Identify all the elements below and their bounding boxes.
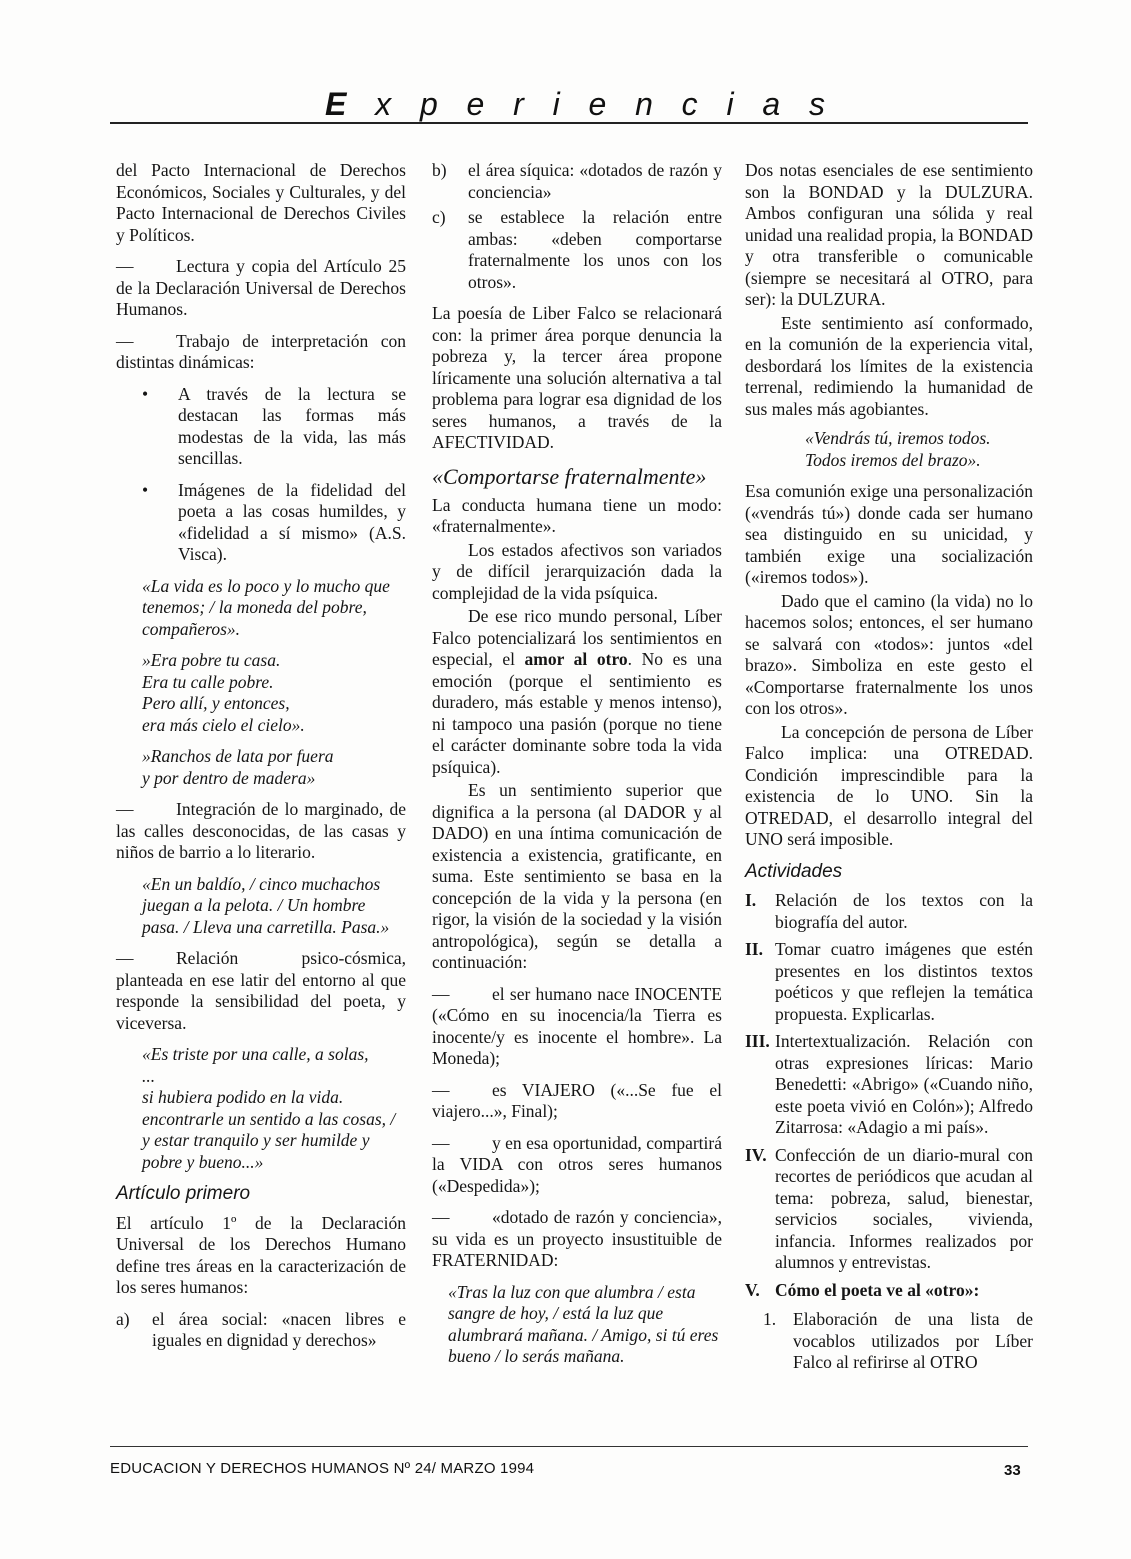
activity-text: Relación de los textos con la biografía del autor. [775,890,1033,932]
list-item [432,207,722,293]
list-item [432,160,722,203]
header-rule [110,122,1028,124]
dash-mark: — [116,330,134,351]
dash-item [432,984,722,1070]
paragraph: Los estados afectivos son variados y de difícil jerarquización dada la complejidad de la vida psíquica. [432,539,722,603]
dash-mark: — [432,1207,450,1227]
section-heading: Actividades [745,860,843,882]
activity-key: III. [745,1031,770,1051]
dash-text: Lectura y copia del Artículo 25 de la Declaración Universal de Derechos Humanos. [116,256,406,319]
sub-activity-item [745,1309,1033,1374]
paragraph: del Pacto Internacional de Derechos Económicos, Sociales y Culturales, y del Pacto Internacional de Derechos Civiles y Políticos. [116,160,406,245]
dash-item [116,256,406,321]
activity-item [745,939,1033,1025]
verse-quote [116,1044,406,1173]
paragraph: Es un sentimiento superior que dignifica a la persona (al DADOR y al DADO) en una íntima comunicación de existencia a existencia, gratificante, en suma. Este sentimiento se basa en la concepción de la vida y la persona (en rigor, la visión de la sociedad y la visión antropológica), según se detalla a continuación: [432,780,722,972]
activity-key: IV. [745,1144,767,1165]
activity-item [745,890,1033,933]
footer-rule [110,1446,1028,1447]
header-letter: e [588,86,607,122]
dash-mark: — [432,983,450,1004]
verse-text: «Vendrás tú, iremos todos. Todos iremos del brazo». [805,428,991,470]
dash-item [432,1207,722,1272]
activity-text: Cómo el poeta ve al «otro»: [775,1279,980,1300]
dash-text: y en esa oportunidad, compartirá la VIDA con otros seres humanos («Despedida»); [432,1132,722,1196]
list-key: b) [432,160,447,180]
paragraph: La concepción de persona de Líber Falco implica: una OTREDAD. Condición imprescindible para la existencia de lo UNO. Sin la OTREDAD, el desarrollo integral del UNO será imposible. [745,721,1033,849]
activity-text: Intertextualización. Relación con otras expresiones líricas: Mario Benedetti: «Abrigo» («Cuando niño, este poeta vivió en Colón»); Alfredo Zitarrosa: «Adagio a mi país». [775,1031,1033,1137]
list-text: el área síquica: «dotados de razón y conciencia» [468,160,722,202]
activity-item [745,1145,1033,1274]
verse-text: «La vida es lo poco y lo mucho que tenemos; / la moneda del pobre, compañeros». [142,575,390,639]
dash-mark: — [432,1132,450,1153]
dash-text: «dotado de razón y conciencia», su vida es un proyecto insustituible de FRATERNIDAD: [432,1207,722,1270]
header-letter: e [466,86,485,122]
activity-text: Confección de un diario-mural con recortes de periódicos que acudan al tema: pobreza, salud, bienestar, servicios sociales, vivienda, infancia. Informes realizados por alumnos y entrevistas. [775,1144,1033,1272]
text-run: . No es una emoción (porque el sentimiento es duradero, más estable y menos intenso), ni tampoco una pasión (porque no tiene el carácter dominante sobre toda la vida psíquica). [432,649,723,777]
paragraph [432,606,722,778]
header-letter: c [681,86,698,122]
dash-text: Trabajo de interpretación con distintas dinámicas: [116,330,406,372]
paragraph: El artículo 1º de la Declaración Universal de los Derechos Humano define tres áreas en la caracterización de los seres humanos: [116,1212,406,1297]
activity-item [745,1031,1033,1139]
verse-quote [432,1282,722,1368]
list-key: a) [116,1308,130,1329]
subheading: «Comportarse fraternalmente» [432,463,707,489]
bullet-item: • A través de la lectura se destacan las formas más modestas de la vida, las más sencillas. [116,384,406,470]
verse-text: «Tras la luz con que alumbra / esta sangre de hoy, / está la luz que alumbrará mañana. / Amigo, si tú eres bueno / lo serás mañana. [448,1281,719,1366]
verse-text: «En un baldío, / cinco muchachos juegan a la pelota. / Un hombre pasa. / Lleva una carretilla. Pasa.» [142,873,390,937]
section-header [325,83,825,123]
dash-text: Relación psico-cósmica, planteada en ese latir del entorno al que responde la sensibilidad del poeta, y viceversa. [116,948,406,1033]
activity-key: II. [745,939,763,959]
dash-mark: — [116,948,134,968]
dash-item [432,1080,722,1123]
header-letter: i [726,86,734,122]
paragraph: Este sentimiento así conformado, en la comunión de la experiencia vital, desbordará los límites de la existencia terrenal, redimiendo la humanidad de sus males más agobiantes. [745,312,1033,419]
list-text: el área social: «nacen libres e iguales en dignidad y derechos» [152,1308,406,1350]
header-letter: s [808,86,825,122]
activity-text: Tomar cuatro imágenes que estén presentes en los distintos textos poéticos y que reflejen la temática propuesta. Explicarlas. [775,939,1033,1024]
dash-mark: — [116,799,134,819]
header-letter: n [635,86,653,122]
verse-quote [116,746,406,789]
column-1 [116,160,406,1356]
dash-item [116,331,406,374]
bold-text: amor al otro [524,649,628,669]
verse-quote [745,428,1033,471]
verse-quote [116,576,406,641]
verse-quote [116,874,406,939]
list-text: se establece la relación entre ambas: «deben comportarse fraternalmente los unos con los otros». [468,207,722,292]
verse-quote [116,650,406,736]
verse-text: »Era pobre tu casa. Era tu calle pobre. Pero allí, y entonces, era más cielo el cielo». [142,650,305,735]
activity-key: I. [745,890,757,910]
header-letter: a [762,86,781,122]
activity-item [745,1280,1033,1302]
bullet-item: • Imágenes de la fidelidad del poeta a las cosas humildes, y «fidelidad a sí mismo» (A.S. Visca). [116,480,406,566]
paragraph: La poesía de Liber Falco se relacionará con: la primer área porque denuncia la pobreza y, la tercer área propone líricamente una solución alternativa a tal problema para lograr esa dignidad de los seres humanos, a través de la AFECTIVIDAD. [432,303,722,452]
text-run: De ese rico mundo personal, Líber Falco potencializará los sentimientos en especial, el [432,606,722,669]
dash-text: Integración de lo marginado, de las calles desconocidas, de las casas y niños de barrio a lo literario. [116,799,406,862]
list-item [116,1309,406,1352]
header-letter: i [552,86,560,122]
dash-item [432,1133,722,1198]
header-letter: r [513,86,524,122]
dash-item [116,799,406,864]
column-2 [432,160,722,1378]
dash-text: el ser humano nace INOCENTE («Cómo en su inocencia/la Tierra es inocente/y es inocente el hombre». La Moneda); [432,983,722,1068]
dash-item [116,948,406,1034]
paragraph: La conducta humana tiene un modo: «fraternalmente». [432,494,722,536]
sub-activity-text: Elaboración de una lista de vocablos utilizados por Líber Falco al refirirse al OTRO [793,1309,1033,1372]
column-3 [745,160,1033,1374]
dash-text: es VIAJERO («...Se fue el viajero...», Final); [432,1079,722,1121]
section-heading: Artículo primero [116,1183,251,1204]
verse-text: «Es triste por una calle, a solas, ... si hubiera podido en la vida. encontrarle un sentido a las cosas, / y estar tranquilo y ser humilde y pobre y bueno...» [142,1044,396,1172]
dash-mark: — [432,1079,450,1100]
verse-text: »Ranchos de lata por fuera y por dentro de madera» [142,746,334,788]
page-number: 33 [1004,1462,1021,1479]
footer-publication: EDUCACION Y DERECHOS HUMANOS Nº 24/ MARZO 1994 [110,1460,535,1477]
bullet-list [116,384,406,566]
paragraph: Esa comunión exige una personalización («vendrás tú») donde cada ser humano sea distinguido en su unicidad, y también exige una socialización («iremos todos»). [745,481,1033,587]
sub-activity-key: 1. [763,1309,777,1329]
header-letter: x [375,86,392,122]
dash-mark: — [116,256,134,276]
header-letter: E [325,86,347,122]
list-key: c) [432,207,446,227]
activity-key: V. [745,1279,760,1300]
paragraph: Dos notas esenciales de ese sentimiento son la BONDAD y la DULZURA. Ambos configuran una sólida y real unidad una realidad propia, la BONDAD y otra transferible o comunicable (siempre se necesitará al OTRO, para ser): la DULZURA. [745,160,1033,309]
header-letter: p [419,86,438,122]
paragraph: Dado que el camino (la vida) no lo hacemos solos; entonces, el ser humano se salvará con «todos»: juntos «del brazo». Simboliza en este gesto el «Comportarse fraternalmente los unos con los otros». [745,590,1033,718]
